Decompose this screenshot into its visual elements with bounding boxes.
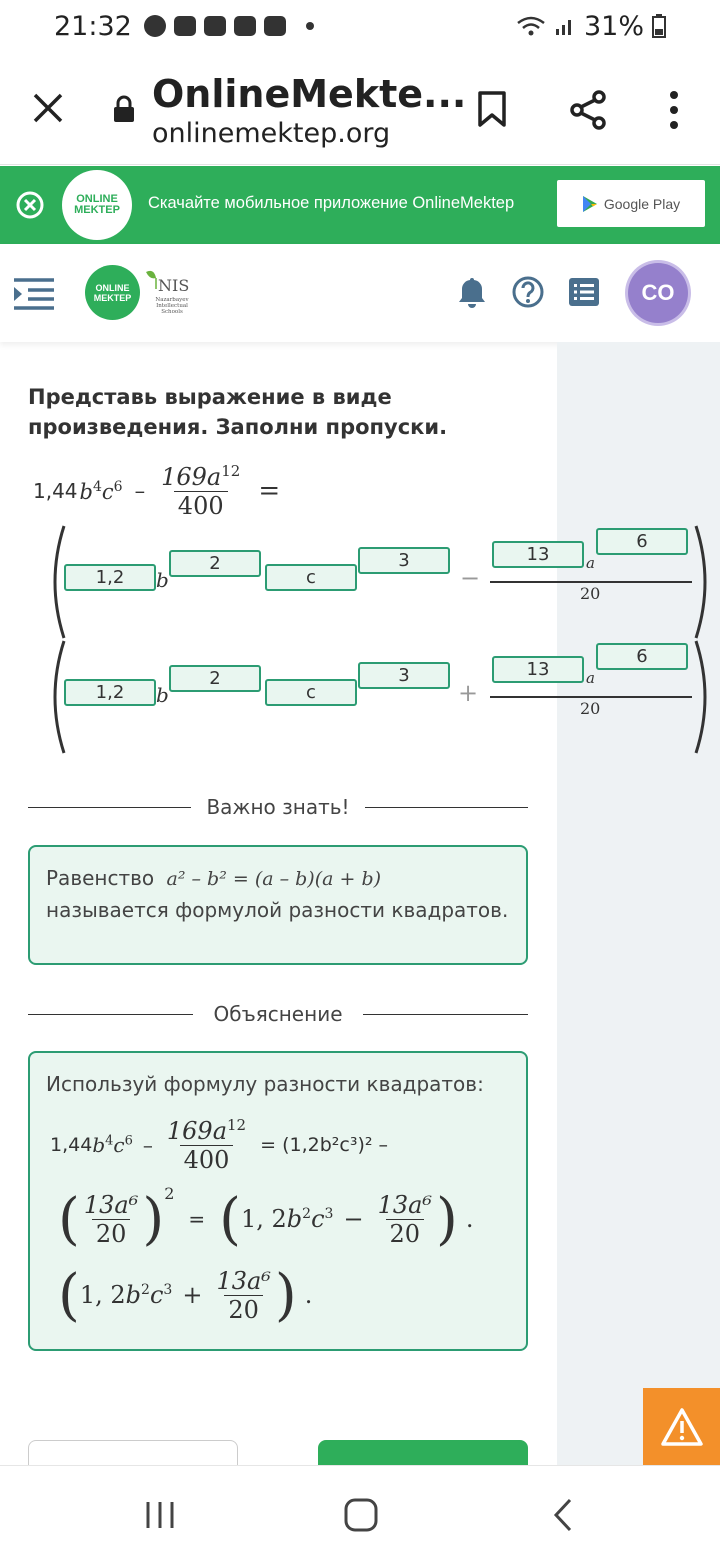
explanation-term-2: 1, $2b^2c^3$	[79, 1281, 173, 1309]
google-play-icon	[582, 195, 598, 213]
important-box	[28, 845, 528, 965]
nis-subtitle-3: Schools	[161, 309, 183, 315]
user-avatar[interactable]: CO	[628, 263, 688, 323]
var-input-2[interactable]: c	[265, 679, 357, 706]
close-banner-icon[interactable]	[15, 190, 45, 220]
list-icon[interactable]	[569, 278, 599, 306]
bookmark-icon[interactable]	[477, 90, 507, 128]
notification-icons	[144, 15, 314, 37]
nis-text: NIS	[158, 276, 190, 295]
close-paren: )	[274, 1262, 297, 1328]
c-exponent-input-1[interactable]: 3	[358, 547, 450, 574]
var-a: a	[586, 554, 595, 572]
a-exponent-input-1[interactable]: 6	[596, 528, 688, 555]
expr-fraction-numerator: 169a	[161, 463, 222, 491]
explanation-fraction-denominator: 400	[180, 1145, 234, 1174]
banner-text: Скачайте мобильное приложение OnlineMektep	[148, 194, 515, 212]
whatsapp-icon	[144, 15, 166, 37]
explanation-divider	[28, 1002, 528, 1026]
app-download-banner	[0, 166, 720, 244]
youtube-icon	[204, 16, 226, 36]
explanation-line-3	[58, 1258, 312, 1332]
app-header	[0, 244, 720, 342]
expr-coefficient: 1,44	[33, 479, 78, 503]
important-divider	[28, 795, 528, 819]
c-exponent-input-2[interactable]: 3	[358, 662, 450, 689]
home-icon[interactable]	[344, 1498, 378, 1532]
squared-exponent: 2	[164, 1184, 175, 1203]
explanation-fraction-numerator: 169a	[166, 1117, 228, 1145]
lock-icon[interactable]	[113, 95, 135, 123]
logo-text-line1: ONLINE	[95, 282, 130, 293]
equals-sign: =	[258, 476, 281, 506]
status-bar	[0, 0, 720, 52]
fraction-denominator: 20	[580, 584, 601, 603]
battery-icon	[652, 14, 666, 38]
dot: .	[465, 1205, 474, 1233]
logo-text-line2: MEKTEP	[93, 292, 132, 303]
youtube-icon	[264, 16, 286, 36]
onlinemektep-logo[interactable]	[85, 265, 140, 320]
task-title: Представь выражение в виде произведения. Заполни пропуски.	[28, 385, 448, 439]
more-menu-icon[interactable]	[668, 90, 680, 130]
var-b: b	[156, 568, 169, 592]
explanation-term-numerator: 13a⁶	[216, 1266, 271, 1295]
important-text-prefix: Равенство	[46, 866, 155, 890]
explanation-term-denominator: 20	[386, 1219, 425, 1248]
explanation-heading: Объяснение	[213, 1002, 343, 1026]
more-notifications-icon	[306, 22, 314, 30]
explanation-term-fraction	[374, 1191, 436, 1248]
help-icon[interactable]	[512, 276, 544, 308]
plus-sign: +	[182, 1281, 203, 1309]
coef-input-1[interactable]: 1,2	[64, 564, 156, 591]
explanation-line-1	[50, 1112, 388, 1178]
report-problem-button[interactable]	[643, 1388, 720, 1465]
fraction-numerator-input-2[interactable]: 13	[492, 656, 584, 683]
expr-b-term: $b^4c^6$	[79, 478, 123, 504]
explanation-term-fraction	[212, 1267, 274, 1324]
open-paren: (	[219, 1186, 241, 1252]
browser-toolbar	[0, 52, 720, 165]
fraction-numerator-input-1[interactable]: 13	[492, 541, 584, 568]
answer-row-2	[0, 639, 720, 755]
minus-sign: −	[343, 1205, 364, 1233]
status-time: 21:32	[54, 10, 132, 42]
open-paren: (	[58, 1262, 80, 1328]
operator-minus: −	[460, 564, 481, 592]
right-paren	[694, 524, 716, 640]
var-a: a	[586, 669, 595, 687]
a-exponent-input-2[interactable]: 6	[596, 643, 688, 670]
expr-fraction-denominator: 400	[174, 491, 228, 520]
signal-icon	[554, 15, 576, 37]
explanation-term-fraction	[80, 1191, 142, 1248]
page-url[interactable]: onlinemektep.org	[152, 118, 391, 149]
explanation-term-denominator: 20	[224, 1295, 263, 1324]
nis-subtitle-2: Intellectual	[156, 303, 188, 309]
wifi-icon	[516, 15, 546, 37]
explanation-b-term: $b^4c^6$	[92, 1133, 133, 1157]
coef-input-2[interactable]: 1,2	[64, 679, 156, 706]
open-paren: (	[58, 1186, 80, 1252]
important-text-suffix: называется формулой разности квадратов.	[46, 898, 509, 922]
close-paren: )	[436, 1186, 458, 1252]
minus-sign: –	[134, 479, 146, 503]
minus-sign: –	[142, 1133, 153, 1157]
back-icon[interactable]	[552, 1498, 574, 1532]
left-paren	[44, 639, 66, 755]
expr-numerator-exponent: 12	[221, 462, 241, 480]
fraction-line	[490, 581, 692, 583]
notifications-bell-icon[interactable]	[457, 275, 487, 309]
fraction-denominator: 20	[580, 699, 601, 718]
battery-percent: 31%	[583, 10, 644, 42]
page-title: OnlineMekte...	[152, 72, 467, 116]
explanation-line1-right: = (1,2b²c³)² –	[260, 1134, 389, 1156]
close-paren: )	[142, 1186, 165, 1252]
left-paren	[44, 524, 66, 640]
youtube-icon	[234, 16, 256, 36]
nis-subtitle-1: Nazarbayev	[155, 297, 189, 303]
var-b: b	[156, 683, 169, 707]
explanation-line-2	[58, 1182, 474, 1256]
task-expression	[33, 458, 280, 524]
fraction-line	[490, 696, 692, 698]
important-heading: Важно знать!	[206, 795, 350, 819]
system-navigation-bar	[0, 1465, 720, 1560]
explanation-term-numerator: 13a⁶	[377, 1190, 433, 1219]
google-play-label: Google Play	[603, 195, 681, 212]
explanation-intro: Используй формулу разности квадратов:	[46, 1072, 484, 1096]
operator-plus: +	[458, 679, 479, 707]
onlinemektep-logo	[62, 170, 132, 240]
logo-text-line1: ONLINE	[76, 193, 118, 205]
dot: .	[304, 1281, 313, 1309]
explanation-term-numerator: 13a⁶	[83, 1190, 139, 1219]
b-exponent-input-1[interactable]: 2	[169, 550, 261, 577]
explanation-coefficient: 1,44	[50, 1134, 93, 1156]
explanation-term-denominator: 20	[92, 1219, 131, 1248]
close-icon[interactable]	[32, 92, 64, 124]
var-input-1[interactable]: c	[265, 564, 357, 591]
answer-row-1	[0, 524, 720, 640]
expr-fraction	[157, 462, 244, 520]
google-play-button[interactable]	[557, 180, 705, 227]
explanation-numerator-exponent: 12	[227, 1116, 247, 1134]
recent-apps-icon[interactable]	[145, 1500, 175, 1530]
equals-sign: =	[188, 1207, 206, 1231]
side-panel	[557, 342, 720, 1467]
logo-text-line2: MEKTEP	[74, 204, 120, 216]
warning-icon	[660, 1407, 704, 1447]
share-icon[interactable]	[568, 90, 608, 130]
facebook-icon	[174, 16, 196, 36]
b-exponent-input-2[interactable]: 2	[169, 665, 261, 692]
explanation-term-1: 1, $2b^2c^3$	[241, 1205, 334, 1233]
nis-logo	[144, 268, 196, 320]
explanation-fraction	[163, 1116, 250, 1174]
right-paren	[694, 639, 716, 755]
important-formula: a² – b² = (a – b)(a + b)	[166, 868, 382, 890]
menu-toggle-icon[interactable]	[14, 277, 54, 311]
